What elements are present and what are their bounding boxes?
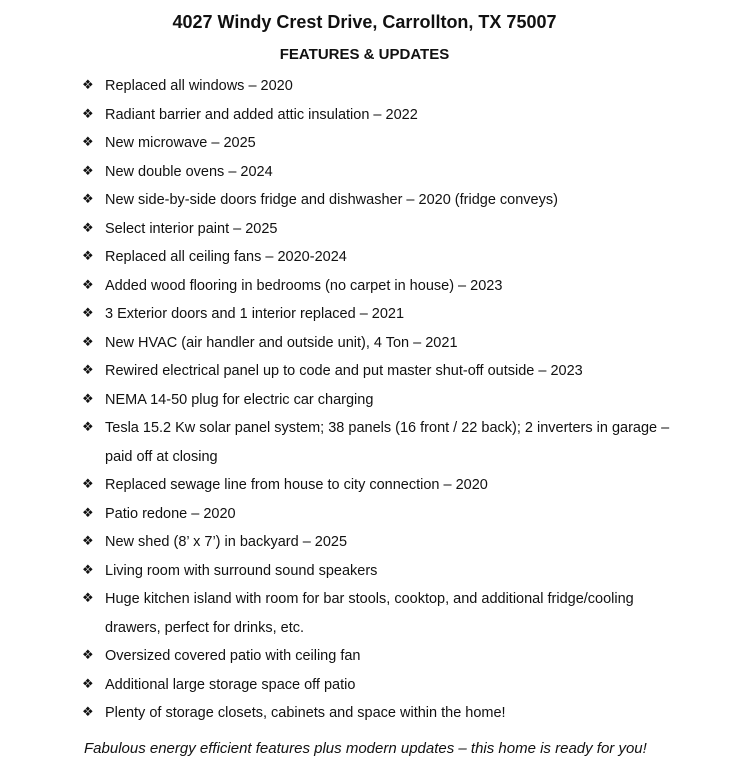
- feature-text: Living room with surround sound speakers: [105, 562, 378, 579]
- feature-item: [82, 500, 672, 529]
- feature-text: Select interior paint – 2025: [105, 220, 278, 237]
- feature-item: [82, 557, 672, 586]
- feature-text: New side-by-side doors fridge and dishwasher – 2020 (fridge conveys): [105, 192, 558, 208]
- feature-item: [82, 243, 672, 272]
- diamond-bullet-icon: ❖: [82, 648, 94, 663]
- feature-item: [82, 357, 672, 386]
- diamond-bullet-icon: ❖: [82, 477, 94, 492]
- diamond-bullet-icon: ❖: [82, 192, 94, 207]
- diamond-bullet-icon: ❖: [82, 163, 94, 179]
- diamond-bullet-icon: ❖: [82, 277, 94, 293]
- feature-item: [82, 699, 672, 728]
- diamond-bullet-icon: ❖: [82, 220, 94, 236]
- feature-item: [82, 158, 672, 187]
- feature-item: [82, 386, 672, 415]
- feature-text: Replaced sewage line from house to city connection – 2020: [105, 477, 488, 493]
- diamond-bullet-icon: ❖: [82, 106, 94, 122]
- feature-text: New shed (8’ x 7’) in backyard – 2025: [105, 534, 348, 550]
- feature-item: [82, 129, 672, 158]
- diamond-bullet-icon: ❖: [82, 391, 94, 407]
- feature-text: Tesla 15.2 Kw solar panel system; 38 panels (16 front / 22 back); 2 inverters in garage – paid off at closing: [105, 420, 670, 465]
- feature-item: [82, 72, 672, 101]
- features-updates-heading: FEATURES & UPDATES: [279, 46, 450, 63]
- diamond-bullet-icon: ❖: [82, 505, 94, 521]
- feature-item: [82, 300, 672, 329]
- feature-text: NEMA 14-50 plug for electric car charging: [105, 391, 374, 408]
- feature-text: New microwave – 2025: [105, 135, 256, 151]
- diamond-bullet-icon: ❖: [82, 705, 94, 720]
- diamond-bullet-icon: ❖: [82, 420, 94, 435]
- feature-text: Patio redone – 2020: [105, 505, 236, 522]
- feature-item: [82, 215, 672, 244]
- feature-item: [82, 642, 672, 671]
- feature-text: Oversized covered patio with ceiling fan: [105, 648, 361, 664]
- feature-item: [82, 329, 672, 358]
- feature-text: Additional large storage space off patio: [105, 676, 356, 693]
- feature-text: Huge kitchen island with room for bar stools, cooktop, and additional fridge/cooling drawers, perfect for drinks, etc.: [105, 591, 634, 636]
- feature-text: Replaced all ceiling fans – 2020-2024: [105, 249, 347, 265]
- feature-item: [82, 671, 672, 700]
- feature-item: [82, 528, 672, 557]
- property-address-heading: 4027 Windy Crest Drive, Carrollton, TX 75007: [172, 12, 557, 32]
- feature-text: Added wood flooring in bedrooms (no carpet in house) – 2023: [105, 277, 503, 294]
- feature-item: [82, 471, 672, 500]
- diamond-bullet-icon: ❖: [82, 562, 94, 578]
- feature-item: [82, 101, 672, 130]
- diamond-bullet-icon: ❖: [82, 676, 94, 692]
- diamond-bullet-icon: ❖: [82, 591, 94, 606]
- feature-text: New HVAC (air handler and outside unit), 4 Ton – 2021: [105, 334, 458, 351]
- feature-text: Radiant barrier and added attic insulation – 2022: [105, 106, 418, 123]
- diamond-bullet-icon: ❖: [82, 249, 94, 264]
- diamond-bullet-icon: ❖: [82, 135, 94, 150]
- feature-text: 3 Exterior doors and 1 interior replaced – 2021: [105, 306, 405, 322]
- feature-item: [82, 272, 672, 301]
- feature-text: New double ovens – 2024: [105, 163, 273, 180]
- feature-item: [82, 186, 672, 215]
- feature-text: Plenty of storage closets, cabinets and space within the home!: [105, 705, 506, 721]
- features-list: [82, 72, 672, 728]
- closing-statement: Fabulous energy efficient features plus modern updates – this home is ready for you!: [84, 740, 647, 757]
- feature-text: Rewired electrical panel up to code and put master shut-off outside – 2023: [105, 363, 583, 379]
- diamond-bullet-icon: ❖: [82, 363, 94, 378]
- diamond-bullet-icon: ❖: [82, 534, 94, 549]
- diamond-bullet-icon: ❖: [82, 78, 94, 93]
- diamond-bullet-icon: ❖: [82, 306, 94, 321]
- feature-item: [82, 585, 672, 642]
- feature-item: [82, 414, 672, 471]
- feature-text: Replaced all windows – 2020: [105, 78, 293, 94]
- diamond-bullet-icon: ❖: [82, 334, 94, 350]
